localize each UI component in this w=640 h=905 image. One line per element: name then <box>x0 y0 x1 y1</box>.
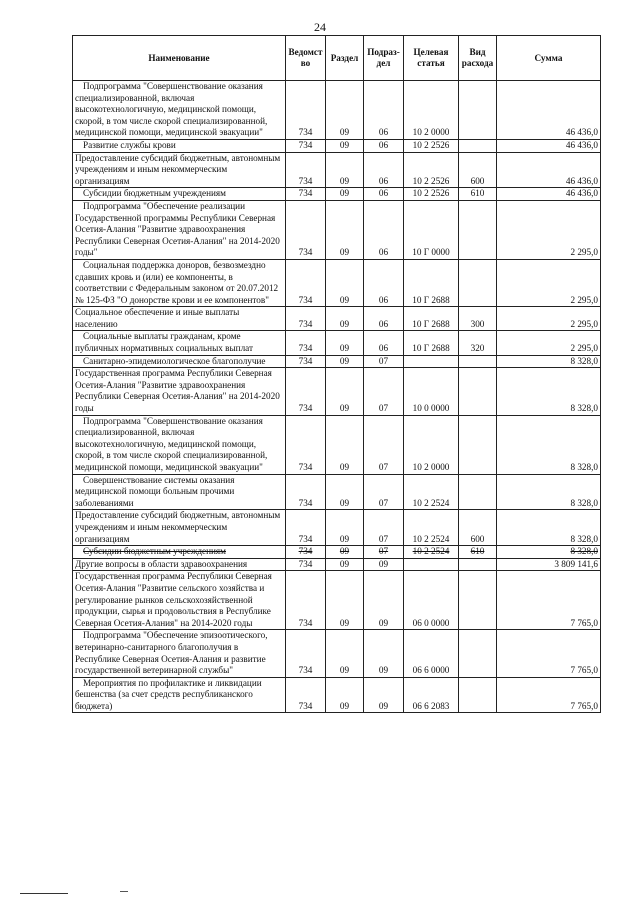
cell-section: 09 <box>326 355 364 368</box>
table-row <box>73 331 601 355</box>
table-row <box>73 677 601 713</box>
cell-subsection: 06 <box>364 188 404 201</box>
cell-expense-type <box>459 630 497 677</box>
table-row <box>73 510 601 546</box>
cell-amount: 8 328,0 <box>497 368 601 415</box>
cell-name: Субсидии бюджетным учреждениям <box>73 546 286 559</box>
cell-expense-type: 300 <box>459 307 497 331</box>
cell-amount: 2 295,0 <box>497 331 601 355</box>
cell-expense-type <box>459 139 497 152</box>
cell-target: 10 0 0000 <box>404 368 459 415</box>
table-row <box>73 259 601 306</box>
header-section: Раздел <box>326 36 364 81</box>
cell-expense-type: 610 <box>459 546 497 559</box>
cell-dept: 734 <box>286 474 326 510</box>
cell-dept: 734 <box>286 571 326 630</box>
cell-name: Государственная программа Республики Северная Осетия-Алания "Развитие сельского хозяйства и регулирование рынков сельскохозяйственной продукции, сырья и продовольствия в Республике Северная Осетия-Алания" на 2014-2020 годы <box>73 571 286 630</box>
cell-target: 06 6 0000 <box>404 630 459 677</box>
cell-target: 10 Г 2688 <box>404 259 459 306</box>
cell-subsection: 06 <box>364 259 404 306</box>
cell-target: 10 2 2524 <box>404 510 459 546</box>
table-row <box>73 630 601 677</box>
cell-target: 10 2 0000 <box>404 415 459 474</box>
cell-expense-type <box>459 259 497 306</box>
cell-subsection: 07 <box>364 474 404 510</box>
page-number: 24 <box>314 20 326 34</box>
cell-amount: 7 765,0 <box>497 571 601 630</box>
cell-target: 10 2 2524 <box>404 474 459 510</box>
cell-section: 09 <box>326 510 364 546</box>
footer-mark <box>120 891 128 892</box>
cell-dept: 734 <box>286 415 326 474</box>
cell-dept: 734 <box>286 355 326 368</box>
cell-amount: 7 765,0 <box>497 677 601 713</box>
cell-dept: 734 <box>286 558 326 571</box>
cell-section: 09 <box>326 331 364 355</box>
cell-amount: 46 436,0 <box>497 139 601 152</box>
cell-section: 09 <box>326 571 364 630</box>
table-body <box>73 81 601 713</box>
cell-expense-type: 600 <box>459 152 497 188</box>
cell-expense-type <box>459 355 497 368</box>
cell-expense-type: 600 <box>459 510 497 546</box>
cell-name: Подпрограмма "Совершенствование оказания специализированной, включая высокотехнологичную, медицинской помощи, скорой, в том числе скорой специализированной, медицинской помощи, медицинской эвакуации" <box>73 81 286 140</box>
cell-dept: 734 <box>286 677 326 713</box>
cell-target: 10 Г 2688 <box>404 331 459 355</box>
cell-name: Социальная поддержка доноров, безвозмездно сдавших кровь и (или) ее компоненты, в соответствии с Федеральным законом от 20.07.2012 № 125-ФЗ "О донорстве крови и ее компонентов" <box>73 259 286 306</box>
table-row <box>73 81 601 140</box>
cell-amount: 7 765,0 <box>497 630 601 677</box>
cell-section: 09 <box>326 546 364 559</box>
cell-subsection: 09 <box>364 677 404 713</box>
header-expense-type: Вид расхода <box>459 36 497 81</box>
cell-subsection: 09 <box>364 571 404 630</box>
cell-dept: 734 <box>286 368 326 415</box>
cell-name: Подпрограмма "Совершенствование оказания специализированной, включая высокотехнологичную, медицинской помощи, скорой, в том числе скорой специализированной, медицинской помощи, медицинской эвакуации" <box>73 415 286 474</box>
header-dept: Ведомст во <box>286 36 326 81</box>
cell-target <box>404 558 459 571</box>
cell-dept: 734 <box>286 259 326 306</box>
table-row <box>73 188 601 201</box>
cell-name: Предоставление субсидий бюджетным, автономным учреждениям и иным некоммерческим организациям <box>73 510 286 546</box>
cell-amount: 8 328,0 <box>497 355 601 368</box>
cell-section: 09 <box>326 200 364 259</box>
cell-name: Государственная программа Республики Северная Осетия-Алания "Развитие здравоохранения Республики Северная Осетия-Алания" на 2014-2020 годы <box>73 368 286 415</box>
cell-amount: 46 436,0 <box>497 152 601 188</box>
cell-subsection: 06 <box>364 200 404 259</box>
cell-section: 09 <box>326 307 364 331</box>
cell-target <box>404 355 459 368</box>
cell-amount: 46 436,0 <box>497 188 601 201</box>
cell-dept: 734 <box>286 200 326 259</box>
cell-target: 10 2 2526 <box>404 152 459 188</box>
cell-dept: 734 <box>286 510 326 546</box>
cell-expense-type <box>459 474 497 510</box>
cell-subsection: 06 <box>364 331 404 355</box>
cell-name: Подпрограмма "Обеспечение реализации Государственной программы Республики Северная Осетия-Алания "Развитие здравоохранения Республики Северная Осетия-Алания" на 2014-2020 годы" <box>73 200 286 259</box>
header-amount: Сумма <box>497 36 601 81</box>
cell-subsection: 07 <box>364 368 404 415</box>
table-row <box>73 571 601 630</box>
cell-subsection: 06 <box>364 139 404 152</box>
cell-target: 10 2 2524 <box>404 546 459 559</box>
cell-dept: 734 <box>286 630 326 677</box>
cell-target: 10 2 0000 <box>404 81 459 140</box>
cell-section: 09 <box>326 259 364 306</box>
footer-rule <box>20 893 68 894</box>
cell-name: Мероприятия по профилактике и ликвидации бешенства (за счет средств республиканского бюджета) <box>73 677 286 713</box>
cell-amount: 2 295,0 <box>497 259 601 306</box>
cell-name: Развитие службы крови <box>73 139 286 152</box>
cell-section: 09 <box>326 368 364 415</box>
cell-name: Подпрограмма "Обеспечение эпизоотического, ветеринарно-санитарного благополучия в Республике Северная Осетия-Алания и развитие государственной ветеринарной службы" <box>73 630 286 677</box>
cell-section: 09 <box>326 139 364 152</box>
cell-name: Социальное обеспечение и иные выплаты населению <box>73 307 286 331</box>
cell-name: Предоставление субсидий бюджетным, автономным учреждениям и иным некоммерческим организациям <box>73 152 286 188</box>
cell-subsection: 07 <box>364 415 404 474</box>
cell-dept: 734 <box>286 307 326 331</box>
cell-subsection: 09 <box>364 630 404 677</box>
cell-dept: 734 <box>286 546 326 559</box>
table-row <box>73 546 601 559</box>
cell-amount: 8 328,0 <box>497 415 601 474</box>
table-row <box>73 415 601 474</box>
cell-amount: 8 328,0 <box>497 474 601 510</box>
cell-amount: 2 295,0 <box>497 200 601 259</box>
cell-expense-type <box>459 558 497 571</box>
cell-name: Совершенствование системы оказания медицинской помощи больным прочими заболеваниями <box>73 474 286 510</box>
header-subsection: Подраз- дел <box>364 36 404 81</box>
cell-name: Социальные выплаты гражданам, кроме публичных нормативных социальных выплат <box>73 331 286 355</box>
cell-amount: 3 809 141,6 <box>497 558 601 571</box>
cell-subsection: 07 <box>364 510 404 546</box>
cell-section: 09 <box>326 81 364 140</box>
table-row <box>73 307 601 331</box>
cell-section: 09 <box>326 188 364 201</box>
table-row <box>73 139 601 152</box>
table-row <box>73 200 601 259</box>
cell-subsection: 06 <box>364 307 404 331</box>
header-row <box>73 36 601 81</box>
cell-expense-type <box>459 571 497 630</box>
cell-amount: 8 328,0 <box>497 546 601 559</box>
table-row <box>73 368 601 415</box>
cell-name: Санитарно-эпидемиологическое благополучие <box>73 355 286 368</box>
cell-target: 06 6 2083 <box>404 677 459 713</box>
cell-section: 09 <box>326 630 364 677</box>
cell-dept: 734 <box>286 331 326 355</box>
table-row <box>73 474 601 510</box>
cell-section: 09 <box>326 415 364 474</box>
budget-table <box>72 35 601 713</box>
cell-subsection: 09 <box>364 558 404 571</box>
cell-target: 10 2 2526 <box>404 139 459 152</box>
cell-expense-type <box>459 81 497 140</box>
cell-name: Другие вопросы в области здравоохранения <box>73 558 286 571</box>
cell-target: 10 Г 0000 <box>404 200 459 259</box>
cell-target: 06 0 0000 <box>404 571 459 630</box>
cell-target: 10 2 2526 <box>404 188 459 201</box>
cell-name: Субсидии бюджетным учреждениям <box>73 188 286 201</box>
cell-target: 10 Г 2688 <box>404 307 459 331</box>
cell-dept: 734 <box>286 152 326 188</box>
cell-expense-type: 610 <box>459 188 497 201</box>
cell-subsection: 06 <box>364 81 404 140</box>
cell-subsection: 06 <box>364 152 404 188</box>
header-target: Целевая статья <box>404 36 459 81</box>
header-name: Наименование <box>73 36 286 81</box>
cell-subsection: 07 <box>364 546 404 559</box>
cell-expense-type <box>459 368 497 415</box>
cell-subsection: 07 <box>364 355 404 368</box>
cell-expense-type: 320 <box>459 331 497 355</box>
cell-section: 09 <box>326 152 364 188</box>
cell-amount: 46 436,0 <box>497 81 601 140</box>
table-row <box>73 152 601 188</box>
table-row <box>73 355 601 368</box>
table-row <box>73 558 601 571</box>
cell-expense-type <box>459 200 497 259</box>
cell-expense-type <box>459 677 497 713</box>
cell-amount: 8 328,0 <box>497 510 601 546</box>
cell-dept: 734 <box>286 188 326 201</box>
cell-expense-type <box>459 415 497 474</box>
cell-section: 09 <box>326 558 364 571</box>
cell-amount: 2 295,0 <box>497 307 601 331</box>
cell-section: 09 <box>326 474 364 510</box>
cell-section: 09 <box>326 677 364 713</box>
cell-dept: 734 <box>286 139 326 152</box>
cell-dept: 734 <box>286 81 326 140</box>
